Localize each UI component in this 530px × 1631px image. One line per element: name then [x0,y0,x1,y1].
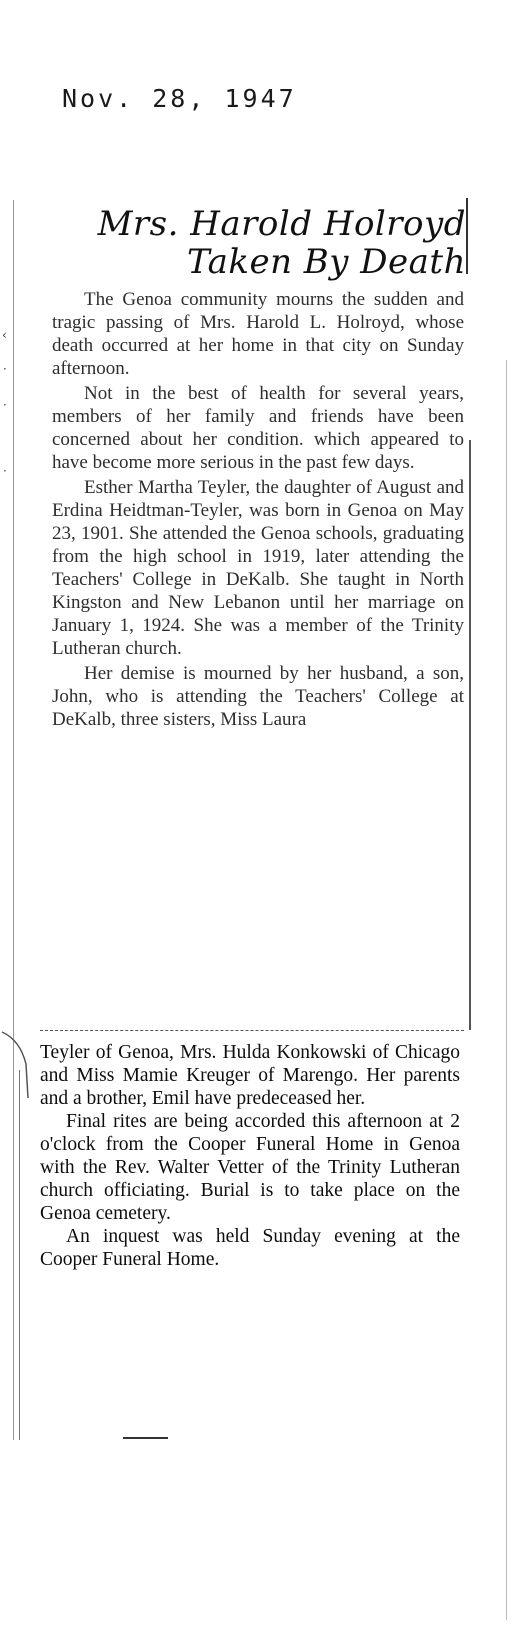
clipping-seam [40,1030,464,1031]
right-column-border-upper [466,198,468,274]
headline [58,205,466,281]
end-rule [123,1437,168,1439]
clipping-date: Nov. 28, 1947 [62,84,297,113]
paragraph-1: The Genoa community mourns the sudden and tragic passing of Mrs. Harold L. Holroyd, whose death occurred at her home in that city on Sunday afternoon. [52,289,464,379]
paragraph-4-continued: Teyler of Genoa, Mrs. Hulda Konkowski of Chicago and Miss Mamie Kreuger of Marengo. Her parents and a brother, Emil have predeceased her. [40,1042,460,1109]
paragraph-2: Not in the best of health for several years, members of her family and friends have been concerned about her condition. which appeared to have become more serious in the past few days. [52,383,464,473]
headline-line-1: Mrs. Harold Holroyd [97,204,466,244]
paragraph-3: Esther Martha Teyler, the daughter of August and Erdina Heidtman-Teyler, was born in Genoa on May 23, 1901. She attended the Genoa schools, graduating from the high school in 1919, later attending the Teachers' College in DeKalb. She taught in North Kingston and New Lebanon until her marriage on January 1, 1924. She was a member of the Trinity Lutheran church. [52,477,464,659]
margin-mark: · [3,464,7,478]
margin-mark: ‹ [2,328,7,342]
right-edge-line [506,360,507,1620]
paragraph-4: Her demise is mourned by her husband, a son, John, who is attending the Teachers' College at DeKalb, three sisters, Miss Laura [52,663,464,730]
margin-mark: · [3,398,7,412]
left-edge-line-lower [19,1070,20,1440]
article-body-lower [40,1041,460,1271]
paragraph-6: An inquest was held Sunday evening at the Cooper Funeral Home. [40,1226,460,1270]
left-column-border [13,200,14,1440]
margin-mark: · [3,362,7,376]
right-column-border [469,440,471,1030]
headline-line-2: Taken By Death [187,242,466,282]
article-body-upper [52,288,464,733]
paragraph-5: Final rites are being accorded this afternoon at 2 o'clock from the Cooper Funeral Home in Genoa with the Rev. Walter Vetter of the Trinity Lutheran church officiating. Burial is to take place on the Genoa cemetery. [40,1111,460,1224]
